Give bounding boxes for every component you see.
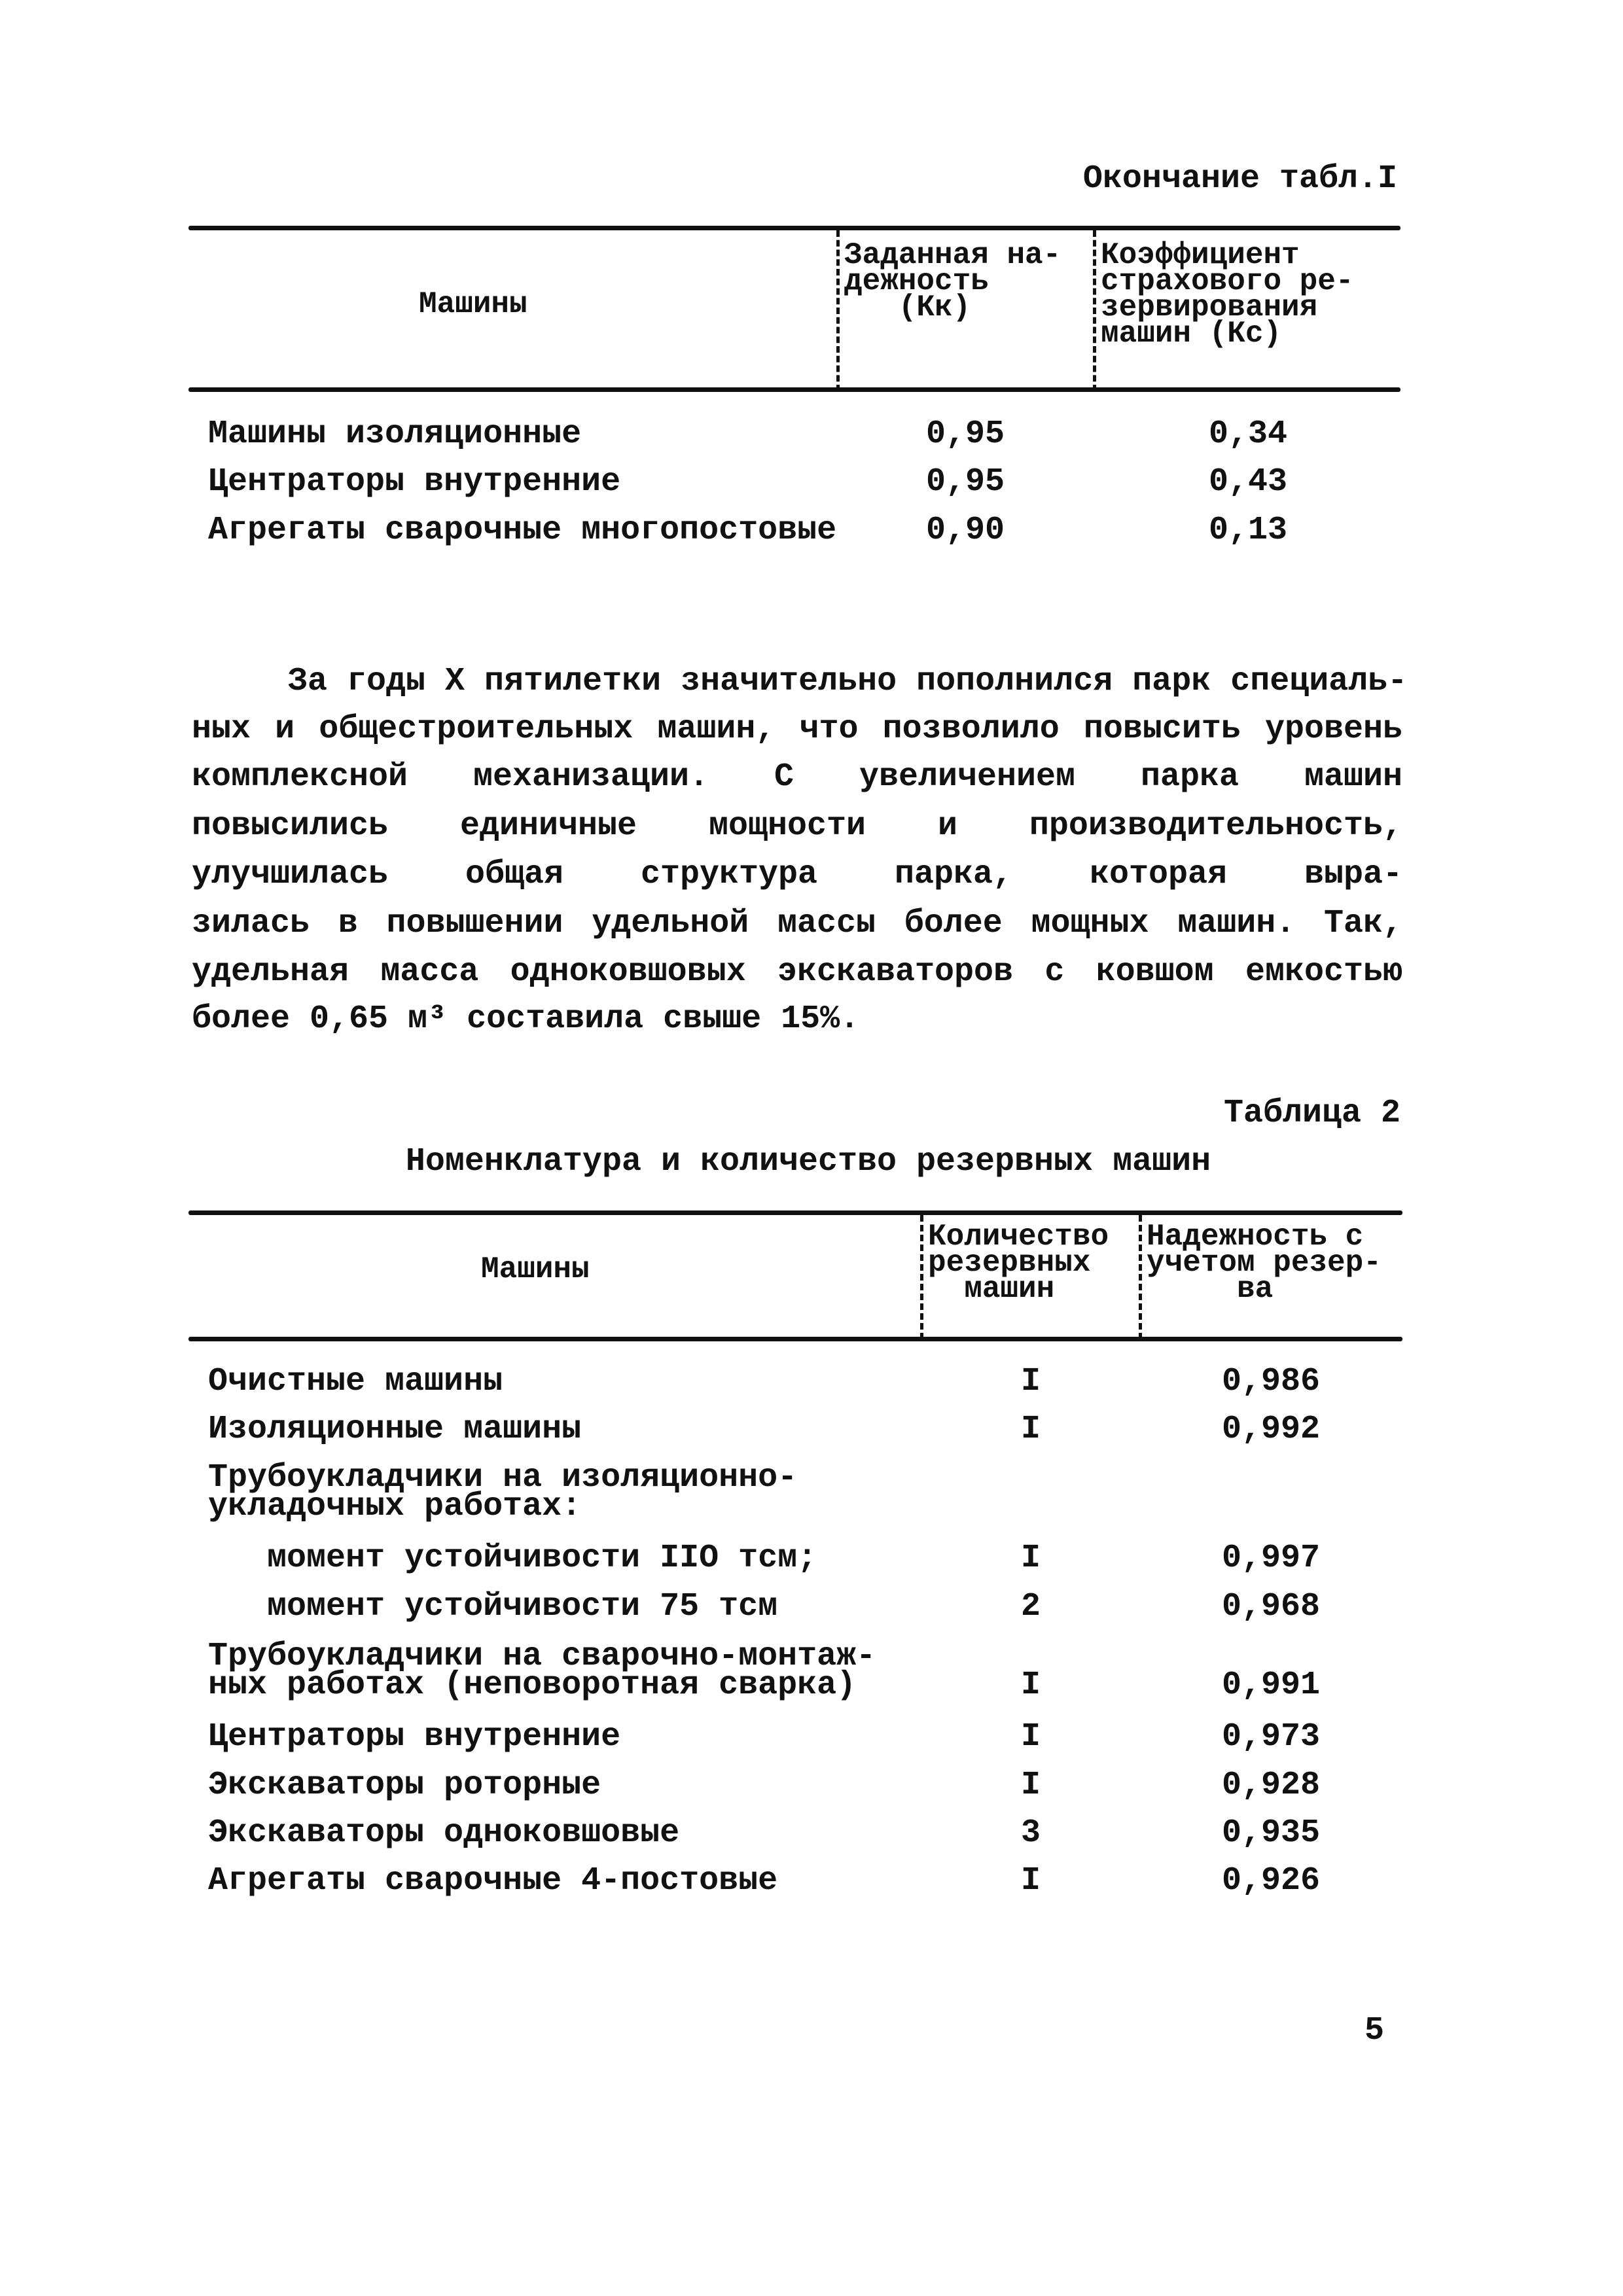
table2-col-divider (920, 1215, 923, 1339)
row-count: I (1020, 1363, 1041, 1400)
table2-header-machines: Машины (481, 1252, 590, 1286)
row-reliability: 0,991 (1221, 1667, 1321, 1704)
table2-top-rule (188, 1210, 1402, 1215)
paragraph-line: За годы X пятилетки значительно пополнился парк специаль- (288, 663, 1408, 700)
row-machine-name: Центраторы внутренние (208, 1718, 621, 1756)
row-reliability: 0,928 (1221, 1767, 1321, 1804)
row-machine-name: Трубоукладчики на сварочно-монтаж- ных работах (неповоротная сварка) (208, 1638, 876, 1704)
row-reliability: 0,935 (1221, 1814, 1321, 1852)
row-reliability: 0,992 (1221, 1411, 1321, 1448)
row-machine-name: Экскаваторы роторные (208, 1767, 601, 1804)
row-machine-name: момент устойчивости IIO тсм; (208, 1540, 817, 1577)
table1-header-machines: Машины (419, 287, 527, 321)
table1-header-rule (188, 387, 1400, 392)
paragraph-line: повысились единичные мощности и производительность, (192, 807, 1402, 845)
row-count: 3 (1020, 1814, 1041, 1852)
table1-header-reliability: Заданная на- дежность (Кк) (844, 238, 1061, 325)
table1-caption: Окончание табл.I (1082, 160, 1397, 198)
table1-header-coefficient: Коэффициент страхового ре- зервирования машин (Кс) (1101, 238, 1354, 351)
paragraph-line: зилась в повышении удельной массы более мощных машин. Так, (192, 905, 1402, 942)
table1-col-divider (836, 230, 840, 391)
table2-header-count: Количество резервных машин (928, 1220, 1109, 1306)
row-count: I (1020, 1718, 1041, 1756)
table1-top-rule (188, 226, 1400, 230)
table2-col-divider (1139, 1215, 1142, 1339)
row-coefficient: 0,43 (1208, 463, 1288, 501)
row-machine-name: Экскаваторы одноковшовые (208, 1814, 680, 1852)
paragraph-line: комплексной механизации. С увеличением парка машин (192, 758, 1402, 796)
paragraph-line: удельная масса одноковшовых экскаваторов с ковшом емкостью (192, 953, 1402, 991)
row-count: I (1020, 1540, 1041, 1577)
table2-label: Таблица 2 (1223, 1095, 1400, 1132)
paragraph-line: улучшилась общая структура парка, которая выра- (192, 856, 1402, 893)
row-reliability: 0,95 (925, 415, 1005, 453)
row-reliability: 0,997 (1221, 1540, 1321, 1577)
page-number: 5 (1364, 2012, 1385, 2049)
row-reliability: 0,95 (925, 463, 1005, 501)
row-reliability: 0,926 (1221, 1862, 1321, 1899)
row-count: I (1020, 1667, 1041, 1704)
row-reliability: 0,973 (1221, 1718, 1321, 1756)
row-machine-name: Трубоукладчики на изоляционно- укладочных работах: (208, 1459, 798, 1525)
row-reliability: 0,986 (1221, 1363, 1321, 1400)
row-reliability: 0,968 (1221, 1588, 1321, 1625)
table1-col-divider (1093, 230, 1096, 391)
table2-header-reliability: Надежность с учетом резер- ва (1147, 1220, 1382, 1306)
row-count: I (1020, 1767, 1041, 1804)
row-machine-name: Центраторы внутренние (208, 463, 621, 501)
row-machine-name: Изоляционные машины (208, 1411, 582, 1448)
paragraph-line: ных и общестроительных машин, что позволило повысить уровень (192, 711, 1402, 748)
row-machine-name: Очистные машины (208, 1363, 503, 1400)
row-coefficient: 0,13 (1208, 512, 1288, 549)
row-count: I (1020, 1862, 1041, 1899)
row-count: I (1020, 1411, 1041, 1448)
row-machine-name: момент устойчивости 75 тсм (208, 1588, 778, 1625)
table2-title: Номенклатура и количество резервных машин (405, 1143, 1211, 1180)
row-machine-name: Агрегаты сварочные 4-постовые (208, 1862, 778, 1899)
row-reliability: 0,90 (925, 512, 1005, 549)
table2-header-rule (188, 1337, 1402, 1341)
row-coefficient: 0,34 (1208, 415, 1288, 453)
paragraph-line: более 0,65 м³ составила свыше 15%. (192, 1000, 860, 1038)
row-count: 2 (1020, 1588, 1041, 1625)
row-machine-name: Машины изоляционные (208, 415, 582, 453)
row-machine-name: Агрегаты сварочные многопостовые (208, 512, 837, 549)
